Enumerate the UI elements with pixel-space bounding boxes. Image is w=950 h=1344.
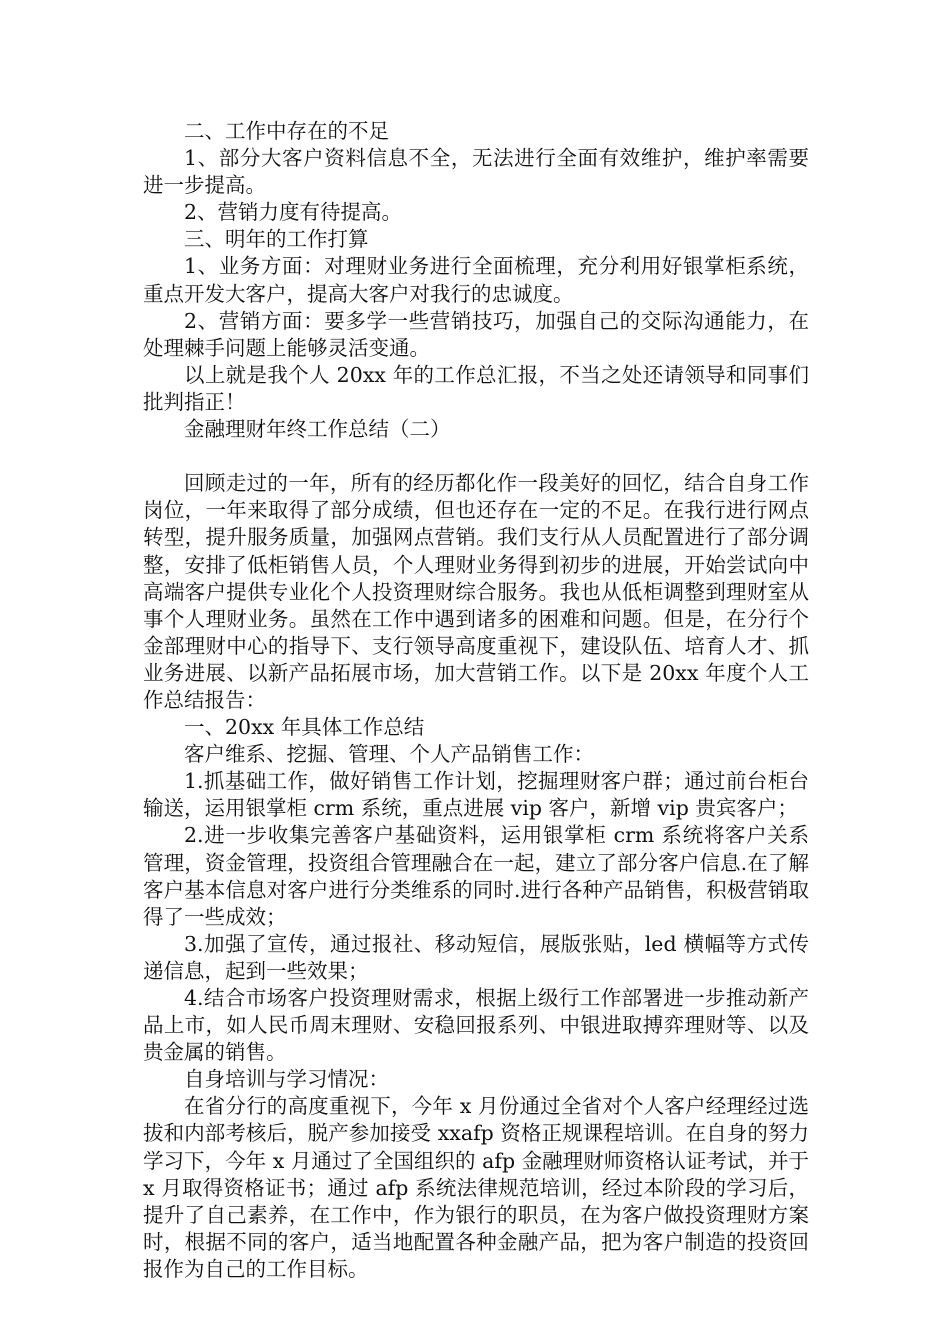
- section-heading-next-year-plan: 三、明年的工作打算: [184, 227, 369, 252]
- document-title-part-two: 金融理财年终工作总结（二）: [184, 417, 451, 442]
- section-heading-shortcomings: 二、工作中存在的不足: [184, 119, 389, 143]
- paragraph: 以上就是我个人 20xx 年的工作总汇报，不当之处还请领导和同事们批判指正！: [143, 362, 809, 414]
- list-item: 1.抓基础工作，做好销售工作计划，挖掘理财客户群；通过前台柜台输送，运用银掌柜 crm 系统，重点进展 vip 客户，新增 vip 贵宾客户；: [143, 769, 809, 821]
- list-item: 2.进一步收集完善客户基础资料，运用银掌柜 crm 系统将客户关系管理，资金管理，投资组合管理融合在一起，建立了部分客户信息.在了解客户基本信息对客户进行分类维系的同时.进行各种产品销售，积极营销取得了一些成效；: [143, 823, 809, 929]
- list-item: 3.加强了宣传，通过报社、移动短信，展版张贴，led 横幅等方式传递信息，起到一些效果；: [143, 931, 809, 983]
- paragraph: 在省分行的高度重视下，今年 x 月份通过全省对个人客户经理经过选拔和内部考核后，脱产参加接受 xxafp 资格正规课程培训。在自身的努力学习下，今年 x 月通过了全国组织的 afp 金融理财师资格认证考试，并于 x 月取得资格证书；通过 afp 系统法律规范培训，经过本阶段的学习后，提升了自己素养，在工作中，作为银行的职员，在为客户做投资理财方案时，根据不同的客户，适当地配置各种金融产品，把为客户制造的投资回报作为自己的工作目标。: [143, 1094, 809, 1281]
- paragraph: 2、营销方面：要多学一些营销技巧，加强自己的交际沟通能力，在处理棘手问题上能够灵活变通。: [143, 308, 809, 360]
- paragraph: 2、营销力度有待提高。: [184, 200, 403, 225]
- subheading-training: 自身培训与学习情况：: [184, 1067, 389, 1092]
- paragraph: 1、部分大客户资料信息不全，无法进行全面有效维护，维护率需要进一步提高。: [143, 146, 809, 198]
- list-item: 4.结合市场客户投资理财需求，根据上级行工作部署进一步推动新产品上市，如人民币周末理财、安稳回报系列、中银进取搏弈理财等、以及贵金属的销售。: [143, 986, 809, 1065]
- paragraph: 1、业务方面：对理财业务进行全面梳理，充分利用好银掌柜系统，重点开发大客户，提高大客户对我行的忠诚度。: [143, 254, 809, 306]
- section-heading-work-summary: 一、20xx 年具体工作总结: [184, 715, 425, 740]
- subheading-customer-sales: 客户维系、挖掘、管理、个人产品销售工作：: [184, 742, 594, 767]
- blank-line: [143, 443, 809, 470]
- document-body: [143, 118, 809, 1283]
- paragraph: 回顾走过的一年，所有的经历都化作一段美好的回忆，结合自身工作岗位，一年来取得了部分成绩，但也还存在一定的不足。在我行进行网点转型，提升服务质量，加强网点营销。我们支行从人员配置进行了部分调整，安排了低柜销售人员，个人理财业务得到初步的进展，开始尝试向中高端客户提供专业化个人投资理财综合服务。我也从低柜调整到理财室从事个人理财业务。虽然在工作中遇到诸多的困难和问题。但是，在分行个金部理财中心的指导下、支行领导高度重视下，建设队伍、培育人才、抓业务进展、以新产品拓展市场，加大营销工作。以下是 20xx 年度个人工作总结报告：: [143, 471, 809, 712]
